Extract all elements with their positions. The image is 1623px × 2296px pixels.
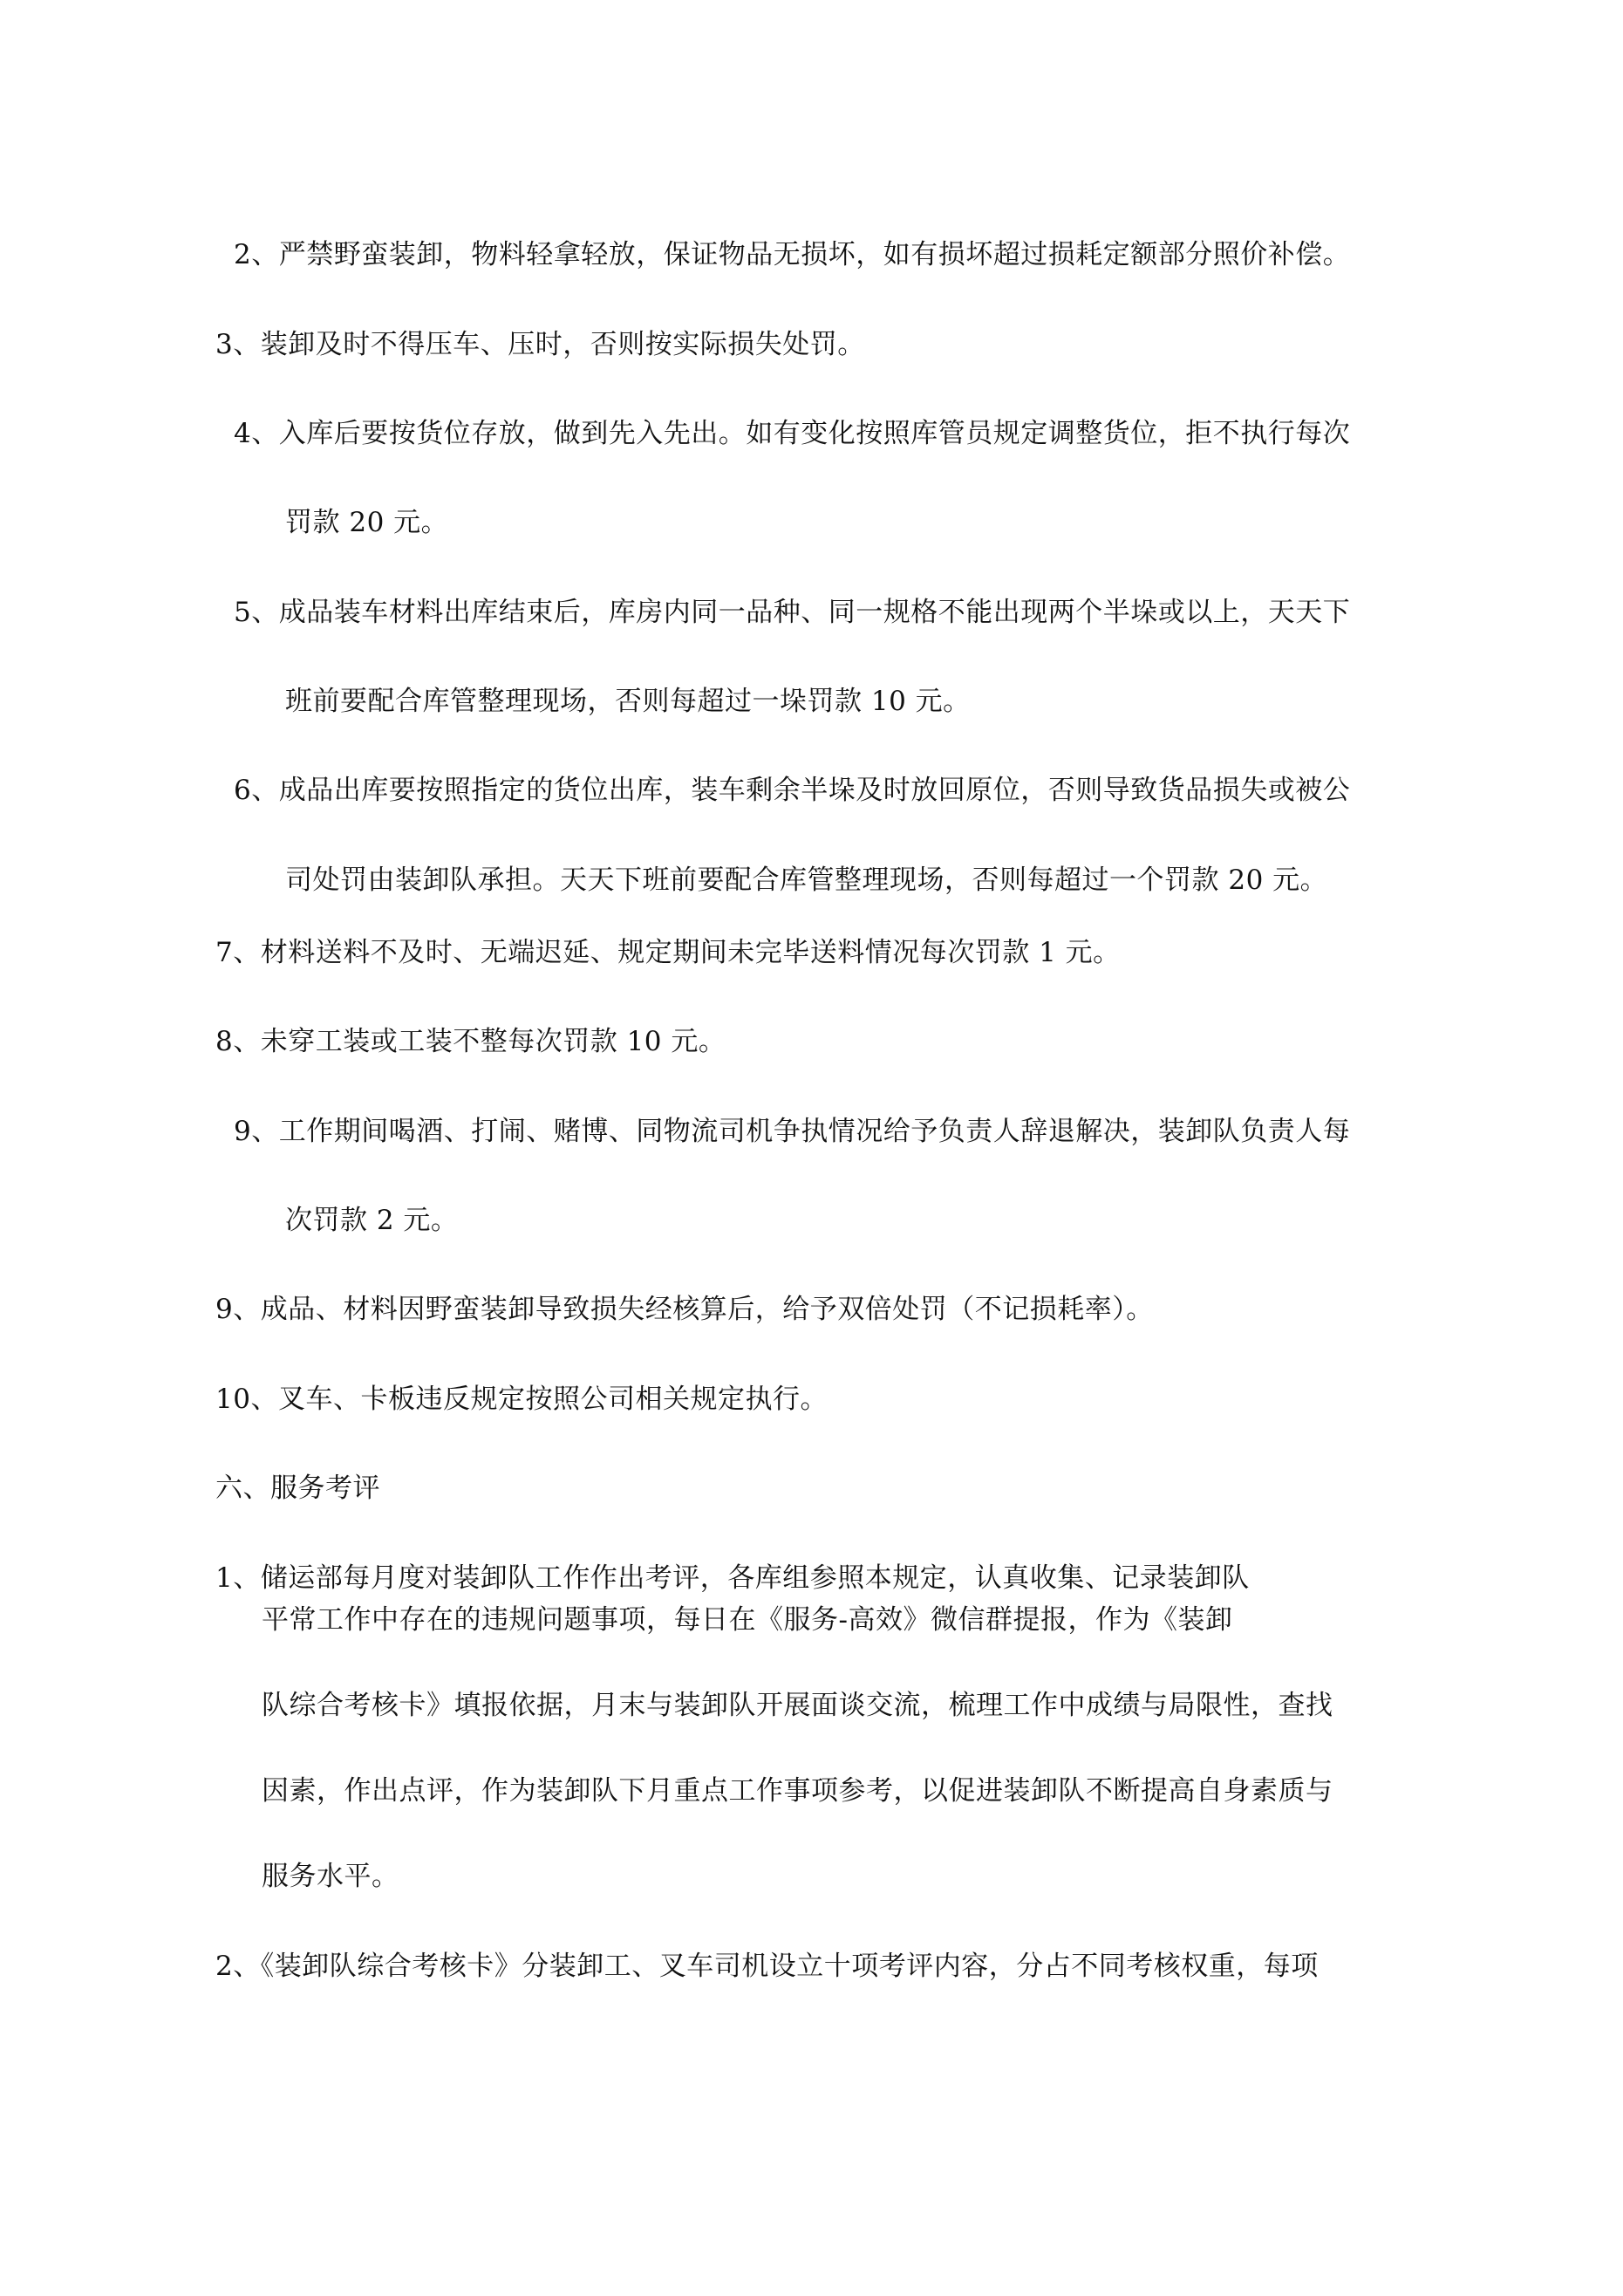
- text-line: 次罚款 2 元。: [285, 1205, 459, 1236]
- text-line: 罚款 20 元。: [285, 507, 449, 538]
- text-line: 2、《装卸队综合考核卡》分装卸工、叉车司机设立十项考评内容，分占不同考核权重，每项: [215, 1951, 1319, 1982]
- text-line: 队综合考核卡》填报依据，月末与装卸队开展面谈交流，梳理工作中成绩与局限性，查找: [262, 1690, 1333, 1721]
- text-line: 9、成品、材料因野蛮装卸导致损失经核算后，给予双倍处罚（不记损耗率）。: [215, 1294, 1154, 1325]
- text-line: 9、工作期间喝酒、打闹、赌博、同物流司机争执情况给予负责人辞退解决，装卸队负责人每: [234, 1116, 1351, 1147]
- text-line: 4、入库后要按货位存放，做到先入先出。如有变化按照库管员规定调整货位，拒不执行每次: [234, 418, 1351, 449]
- text-line: 6、成品出库要按照指定的货位出库，装车剩余半垛及时放回原位，否则导致货品损失或被公: [234, 775, 1351, 806]
- text-line: 1、储运部每月度对装卸队工作作出考评，各库组参照本规定，认真收集、记录装卸队: [215, 1562, 1250, 1594]
- text-line: 7、材料送料不及时、无端迟延、规定期间未完毕送料情况每次罚款 1 元。: [215, 937, 1121, 968]
- text-line: 平常工作中存在的违规问题事项，每日在《服务-高效》微信群提报，作为《装卸: [262, 1604, 1233, 1636]
- text-line: 5、成品装车材料出库结束后，库房内同一品种、同一规格不能出现两个半垛或以上，天天下: [234, 597, 1351, 628]
- text-line: 司处罚由装卸队承担。天天下班前要配合库管整理现场，否则每超过一个罚款 20 元。: [285, 864, 1328, 896]
- section-heading: 六、服务考评: [215, 1473, 380, 1504]
- text-line: 8、未穿工装或工装不整每次罚款 10 元。: [215, 1026, 726, 1057]
- text-line: 服务水平。: [262, 1861, 399, 1892]
- text-line: 因素，作出点评，作为装卸队下月重点工作事项参考，以促进装卸队不断提高自身素质与: [262, 1775, 1333, 1807]
- text-line: 班前要配合库管整理现场，否则每超过一垛罚款 10 元。: [285, 686, 971, 717]
- text-line: 10、叉车、卡板违反规定按照公司相关规定执行。: [215, 1384, 828, 1415]
- text-line: 2、严禁野蛮装卸，物料轻拿轻放，保证物品无损坏，如有损坏超过损耗定额部分照价补偿。: [234, 239, 1351, 270]
- text-line: 3、装卸及时不得压车、压时，否则按实际损失处罚。: [215, 329, 865, 360]
